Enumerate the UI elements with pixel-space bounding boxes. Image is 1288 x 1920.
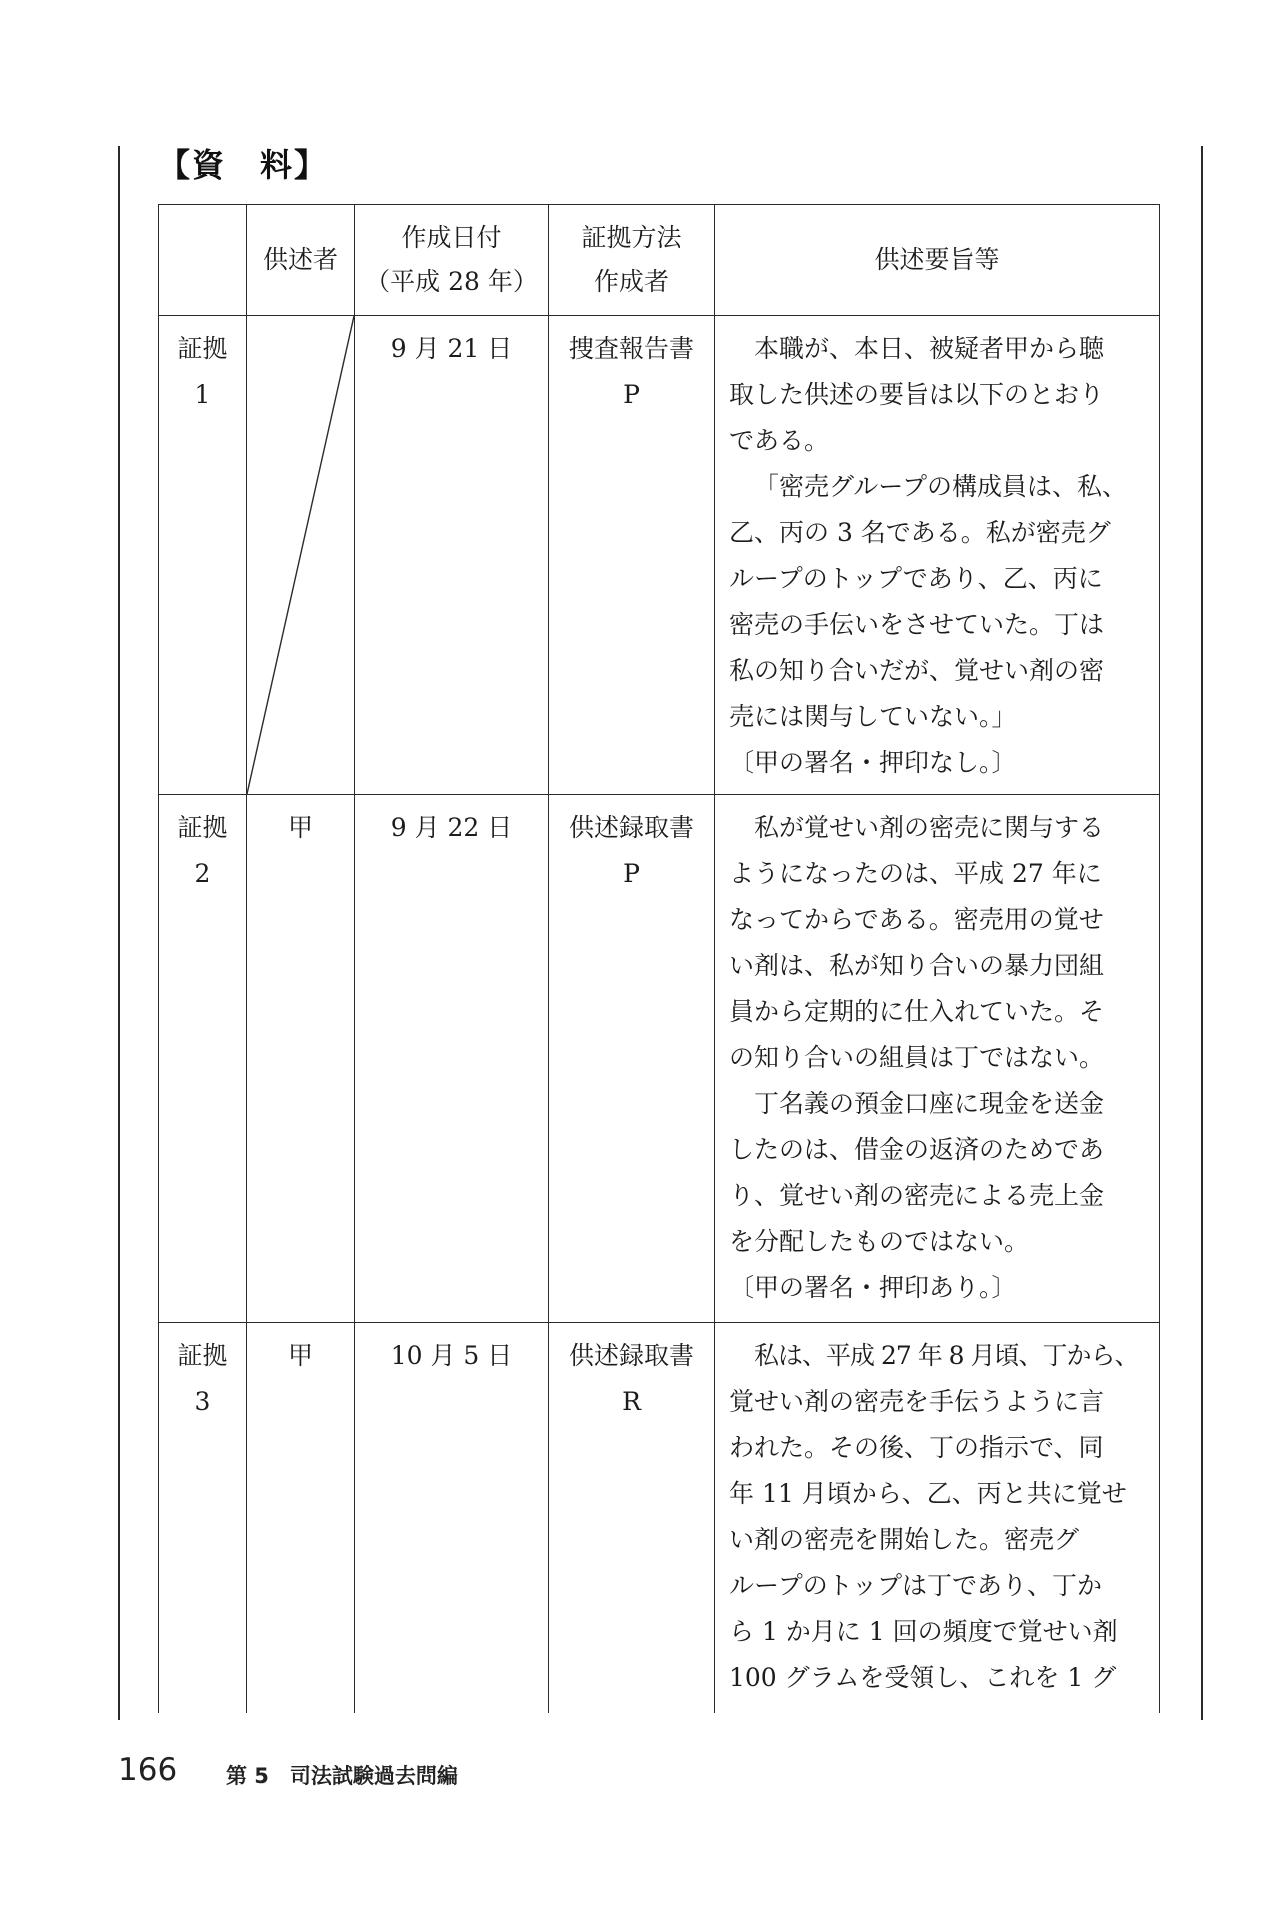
text-line: 丁名義の預金口座に現金を送金 [754, 1089, 1105, 1118]
text-line: り、覚せい剤の密売による売上金 [729, 1181, 1105, 1210]
text-line: 年 11 月頃から、乙、丙と共に覚せ [729, 1479, 1127, 1508]
diagonal-slash-line [247, 316, 354, 794]
table-row [159, 316, 1160, 795]
speaker-value: 甲 [287, 1341, 313, 1370]
table-row [159, 795, 1160, 1323]
text-line: 「密売グループの構成員は、私、 [754, 472, 1128, 501]
author-value: P [623, 859, 640, 888]
text-line: 私が覚せい剤の密売に関与する [754, 813, 1105, 842]
text-line: 私は、平成 27 年 8 月頃、丁から、 [754, 1341, 1139, 1370]
text-line: 売には関与していない。」 [729, 702, 1017, 731]
evidence-id-cell [159, 316, 247, 795]
text-line: なってからである。密売用の覚せ [729, 905, 1104, 934]
summary-paragraph [729, 464, 1149, 740]
speaker-cell [247, 1323, 355, 1713]
running-footer-title: 第 5 司法試験過去問編 [226, 1764, 458, 1788]
method-cell [549, 1323, 715, 1713]
header-method-line2: 作成者 [593, 267, 669, 296]
text-line: 乙、丙の 3 名である。私が密売グ [729, 518, 1111, 547]
text-line: 取した供述の要旨は以下のとおり [729, 380, 1105, 409]
header-method-line1: 証拠方法 [581, 223, 682, 252]
text-line: われた。その後、丁の指示で、同 [729, 1433, 1104, 1462]
summary-paragraph [729, 805, 1149, 1081]
evidence-id-cell [159, 1323, 247, 1713]
date-cell [355, 1323, 549, 1713]
header-id [159, 205, 247, 316]
signature-note [729, 740, 1149, 786]
page-heading: 【資 料】 [158, 146, 329, 184]
text-line: ら 1 か月に 1 回の頻度で覚せい剤 [729, 1617, 1118, 1646]
evidence-id-number: 3 [194, 1387, 211, 1416]
page-number: 166 [118, 1752, 178, 1788]
header-summary-label: 供述要旨等 [874, 245, 1000, 274]
text-line: 100 グラムを受領し、これを 1 グ [729, 1663, 1117, 1692]
method-value: 供述録取書 [568, 1341, 694, 1370]
text-line: ループのトップであり、乙、丙に [729, 564, 1103, 593]
evidence-id-number: 2 [194, 859, 211, 888]
speaker-cell-blank [247, 316, 355, 795]
date-cell [355, 795, 549, 1323]
signature-note [729, 1265, 1149, 1311]
text-line: 〔甲の署名・押印あり。〕 [729, 1273, 1017, 1302]
method-cell [549, 316, 715, 795]
text-line: ループのトップは丁であり、丁か [729, 1571, 1103, 1600]
summary-paragraph [729, 1081, 1149, 1265]
header-speaker [247, 205, 355, 316]
header-speaker-label: 供述者 [262, 245, 338, 274]
header-method [549, 205, 715, 316]
text-line: 密売の手伝いをさせていた。丁は [729, 610, 1105, 639]
text-line: ようになったのは、平成 27 年に [729, 859, 1102, 888]
header-date-line2: （平成 28 年） [365, 267, 538, 296]
method-value: 捜査報告書 [568, 334, 694, 363]
text-line: したのは、借金の返済のためであ [729, 1135, 1105, 1164]
text-line: を分配したものではない。 [729, 1227, 1030, 1256]
evidence-id-label: 証拠 [177, 334, 228, 363]
evidence-id-label: 証拠 [177, 1341, 228, 1370]
summary-cell [715, 795, 1160, 1323]
method-cell [549, 795, 715, 1323]
text-line: 員から定期的に仕入れていた。そ [729, 997, 1105, 1026]
author-value: R [622, 1387, 641, 1416]
evidence-table [158, 204, 1160, 1713]
summary-cell [715, 316, 1160, 795]
text-line: い剤の密売を開始した。密売グ [729, 1525, 1080, 1554]
right-margin-rule [1201, 146, 1203, 1720]
text-line: 覚せい剤の密売を手伝うように言 [729, 1387, 1105, 1416]
author-value: P [623, 380, 640, 409]
evidence-id-label: 証拠 [177, 813, 228, 842]
text-line: の知り合いの組員は丁ではない。 [729, 1043, 1105, 1072]
date-value: 9 月 22 日 [390, 813, 513, 842]
text-line: 私の知り合いだが、覚せい剤の密 [729, 656, 1105, 685]
date-value: 10 月 5 日 [390, 1341, 513, 1370]
date-cell [355, 316, 549, 795]
speaker-cell [247, 795, 355, 1323]
table-row [159, 1323, 1160, 1713]
text-line: 本職が、本日、被疑者甲から聴 [754, 334, 1105, 363]
summary-paragraph [729, 326, 1149, 464]
header-summary [715, 205, 1160, 316]
evidence-id-cell [159, 795, 247, 1323]
left-margin-rule [118, 146, 120, 1720]
evidence-id-number: 1 [194, 380, 211, 409]
text-line: 〔甲の署名・押印なし。〕 [729, 748, 1017, 777]
summary-cell [715, 1323, 1160, 1713]
method-value: 供述録取書 [568, 813, 694, 842]
date-value: 9 月 21 日 [390, 334, 513, 363]
text-line: い剤は、私が知り合いの暴力団組 [729, 951, 1105, 980]
summary-paragraph [729, 1333, 1149, 1701]
header-date-line1: 作成日付 [401, 223, 502, 252]
header-date [355, 205, 549, 316]
speaker-value: 甲 [287, 813, 313, 842]
text-line: である。 [729, 426, 830, 455]
table-header-row [159, 205, 1160, 316]
